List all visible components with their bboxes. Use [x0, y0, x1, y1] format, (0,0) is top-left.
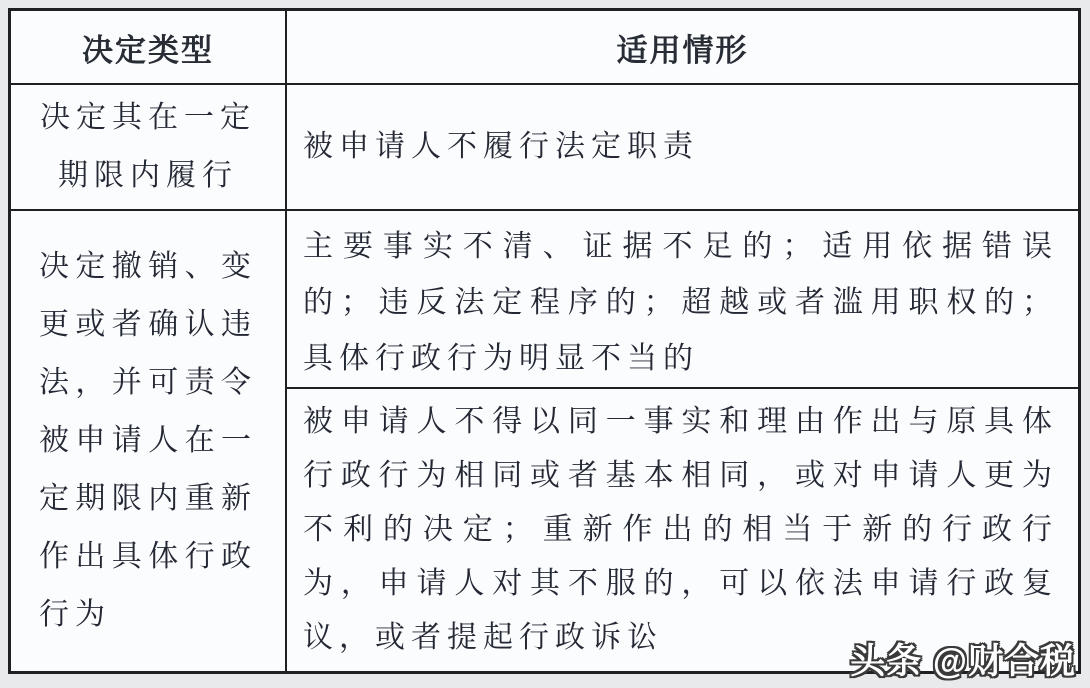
decision-type-revoke-change-confirm: 决定撤销、变更或者确认违法，并可责令被申请人在一定期限内重新作出具体行政行为	[11, 211, 287, 671]
situation-no-same-decision: 被申请人不得以同一事实和理由作出与原具体行政行为相同或者基本相同，或对申请人更为不利的决定；重新作出的相当于新的行政行为，申请人对其不服的，可以依法申请行政复议，或者提起行政诉讼	[303, 405, 1058, 654]
situation-failure-to-perform: 被申请人不履行法定职责	[303, 130, 699, 163]
situation-split-column	[287, 211, 1078, 671]
table-header-row	[11, 11, 1078, 83]
toutiao-watermark: 头条 @财合税	[850, 642, 1076, 681]
header-decision-type: 决定类型	[11, 11, 287, 83]
table-row-revoke-change-confirm	[11, 209, 1078, 671]
situation-unclear-facts: 主要事实不清、证据不足的；适用依据错误的；违反法定程序的；超越或者滥用职权的；具体行政行为明显不当的	[287, 211, 1078, 389]
decision-table	[8, 8, 1081, 674]
decision-type-perform-within-period: 决定其在一定期限内履行	[11, 85, 287, 209]
table-row-perform-within-period	[11, 83, 1078, 209]
header-applicable-situation: 适用情形	[616, 32, 749, 68]
